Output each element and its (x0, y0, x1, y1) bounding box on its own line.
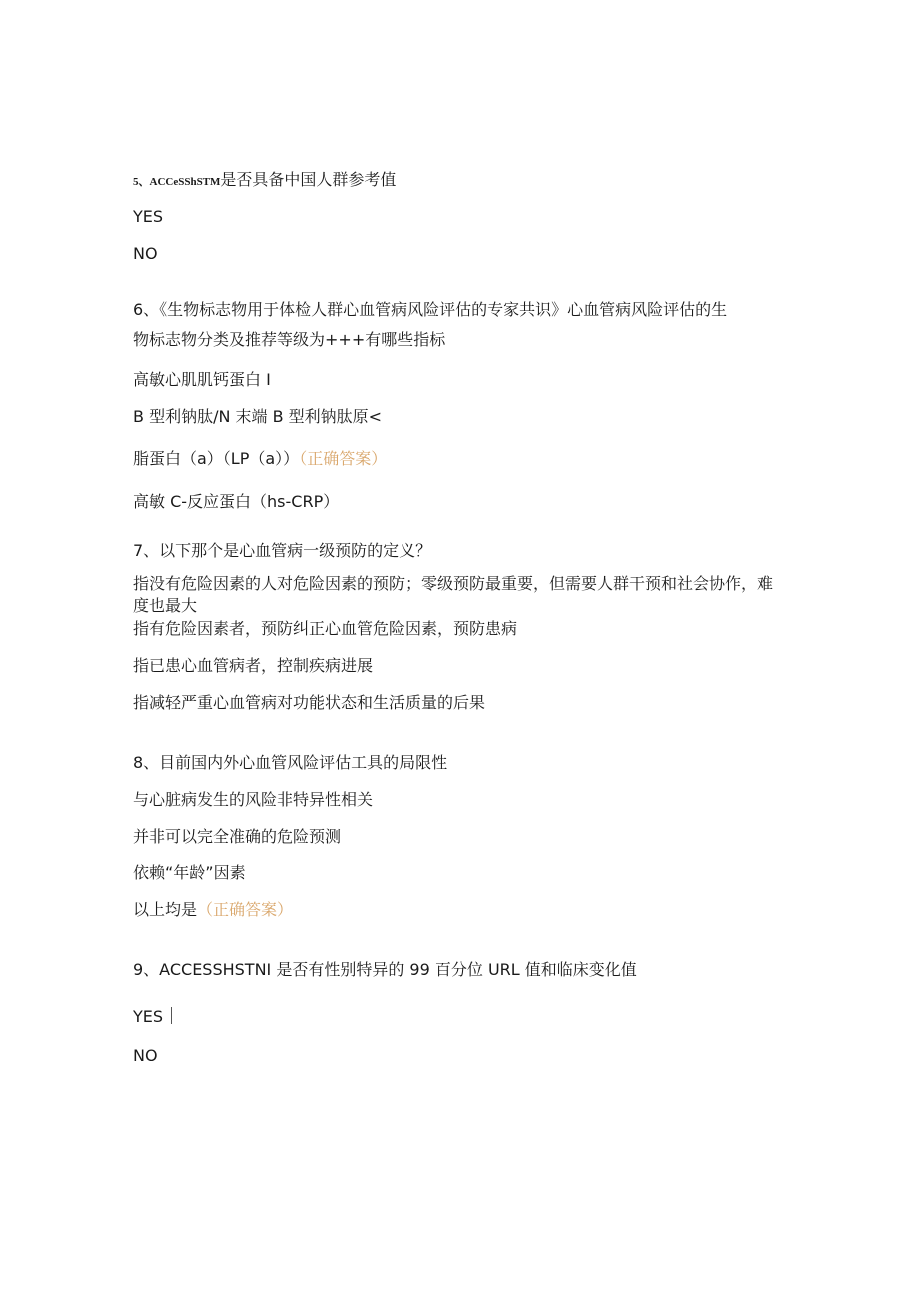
question-6-title-line2: 物标志物分类及推荐等级为+++有哪些指标 (133, 330, 446, 349)
question-7-option-2[interactable]: 指有危险因素者，预防纠正心血管危险因素，预防患病 (133, 619, 518, 638)
question-8-option-1[interactable]: 与心脏病发生的风险非特异性相关 (133, 790, 374, 809)
question-9-option-yes-text: YES (133, 1007, 164, 1026)
question-6-option-3-text: 脂蛋白（a）（LP（a）） (133, 449, 300, 468)
question-5-title-text: 是否具备中国人群参考值 (220, 170, 397, 189)
question-6-option-2[interactable]: B 型利钠肽/N 末端 B 型利钠肽原< (133, 407, 383, 426)
question-7-title: 7、以下那个是心血管病一级预防的定义？ (133, 541, 432, 560)
question-8-option-4[interactable] (133, 899, 293, 921)
question-6-option-4[interactable]: 高敏 C-反应蛋白（hs-CRP） (133, 492, 340, 511)
question-9-option-yes[interactable] (133, 1006, 172, 1028)
question-8-option-2[interactable]: 并非可以完全准确的危险预测 (133, 827, 342, 846)
question-8-option-3[interactable]: 依赖“年龄”因素 (133, 863, 246, 882)
question-8-title: 8、目前国内外心血管风险评估工具的局限性 (133, 753, 448, 772)
question-7-option-1[interactable]: 指没有危险因素的人对危险因素的预防；零级预防最重要，但需要人群干预和社会协作，难度也最大 (133, 574, 774, 615)
question-7-option-3[interactable]: 指已患心血管病者，控制疾病进展 (133, 656, 374, 675)
text-cursor (171, 1007, 172, 1024)
question-6-option-3[interactable] (133, 448, 387, 470)
question-5-code: ACCeSShSTM (149, 176, 221, 188)
question-8-correct-tag: （正确答案） (197, 900, 294, 919)
question-5-title (133, 169, 396, 193)
question-6-correct-tag: （正确答案） (299, 449, 388, 468)
question-7-option-4[interactable]: 指减轻严重心血管病对功能状态和生活质量的后果 (133, 693, 486, 712)
question-5-option-yes[interactable]: YES (133, 207, 164, 226)
question-6-option-1[interactable]: 高敏心肌肌钙蛋白 I (133, 370, 271, 389)
question-6-title-line1: 6、《生物标志物用于体检人群心血管病风险评估的专家共识》心血管病风险评估的生 (133, 300, 728, 319)
question-8-option-4-text: 以上均是 (133, 900, 198, 919)
question-9-title: 9、ACCESSHSTNI 是否有性别特异的 99 百分位 URL 值和临床变化值 (133, 960, 637, 979)
question-5-option-no[interactable]: NO (133, 244, 158, 263)
question-9-option-no[interactable]: NO (133, 1046, 158, 1065)
question-5-number: 5、 (133, 176, 150, 188)
